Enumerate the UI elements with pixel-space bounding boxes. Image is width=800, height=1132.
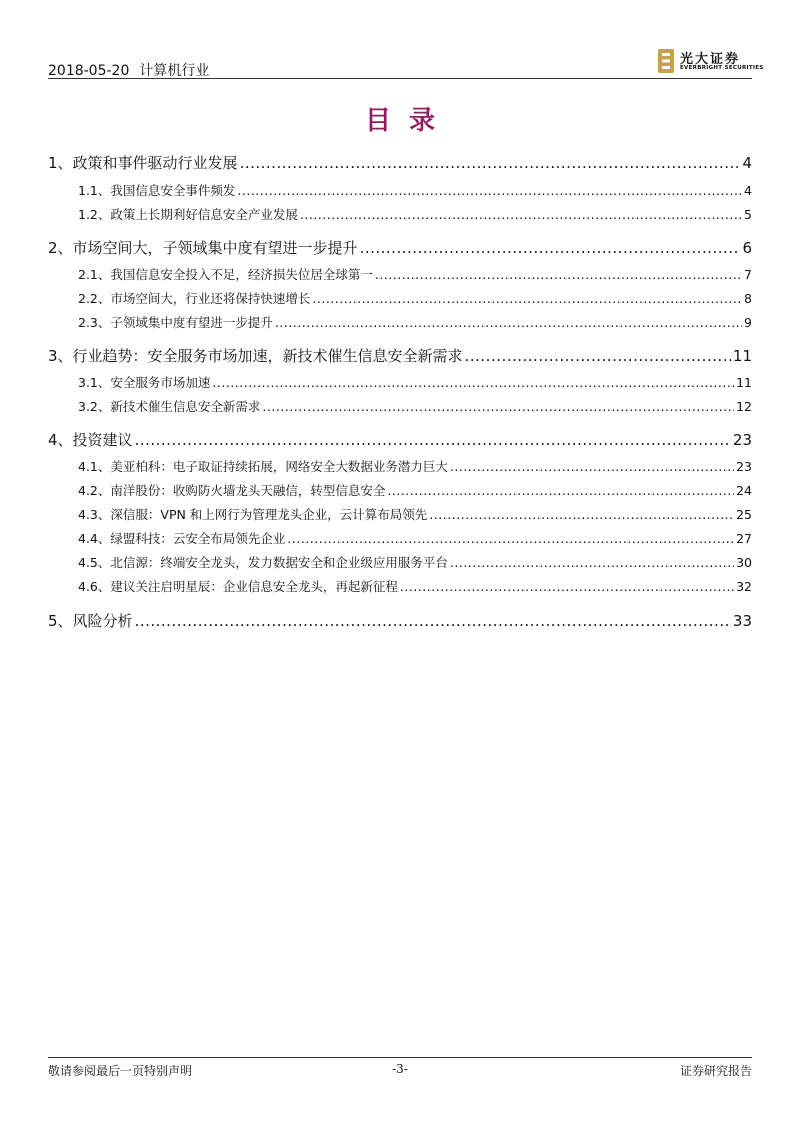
toc-entry[interactable] <box>48 181 752 199</box>
toc-leader <box>400 579 734 594</box>
toc-number: 3、 <box>48 347 73 365</box>
toc-entry-title: 安全服务市场加速 <box>110 375 211 390</box>
logo-text-en: EVERBRIGHT SECURITIES <box>680 65 764 71</box>
toc-entry[interactable] <box>48 205 752 223</box>
toc-page: 9 <box>744 315 752 330</box>
toc-page: 4 <box>744 183 752 198</box>
toc-title: 目录 <box>364 106 453 136</box>
report-date: 2018-05-20 <box>48 63 130 79</box>
toc-entry[interactable] <box>48 577 752 595</box>
toc-entry[interactable] <box>48 289 752 307</box>
toc-leader <box>240 154 741 172</box>
logo-text-cn: 光大证券 <box>680 52 741 67</box>
toc-entry[interactable] <box>48 397 752 415</box>
toc-entry-title: 风险分析 <box>72 612 133 630</box>
toc-leader <box>237 183 742 198</box>
toc-entry[interactable] <box>48 313 752 331</box>
toc-page: 6 <box>742 239 752 257</box>
toc-number: 2.3、 <box>78 315 111 330</box>
industry-label: 计算机行业 <box>139 63 210 79</box>
toc-leader <box>135 431 731 449</box>
toc-page: 5 <box>744 207 752 222</box>
toc-entry-title: 行业趋势：安全服务市场加速，新技术催生信息安全新需求 <box>72 347 463 365</box>
toc-entry-title: 绿盟科技：云安全布局领先企业 <box>110 531 286 546</box>
toc-entry[interactable] <box>48 457 752 475</box>
toc-leader <box>450 555 734 570</box>
toc-leader <box>275 315 742 330</box>
toc-entry-title: 北信源：终端安全龙头，发力数据安全和企业级应用服务平台 <box>110 555 448 570</box>
toc-entry-title: 美亚柏科：电子取证持续拓展，网络安全大数据业务潜力巨大 <box>110 459 448 474</box>
company-logo <box>658 46 764 76</box>
toc-number: 4.3、 <box>78 507 111 522</box>
header-info <box>48 60 209 80</box>
toc-entry-title: 建议关注启明星辰：企业信息安全龙头，再起新征程 <box>110 579 398 594</box>
report-type: 证券研究报告 <box>679 1064 752 1078</box>
toc-page: 25 <box>736 507 752 522</box>
toc-number: 4、 <box>48 431 73 449</box>
toc-leader <box>135 612 731 630</box>
toc-number: 1、 <box>48 154 73 172</box>
logo-mark-icon <box>658 49 674 73</box>
toc-entry[interactable] <box>48 345 752 367</box>
toc-entry-title: 市场空间大，子领域集中度有望进一步提升 <box>72 239 358 257</box>
toc-number: 3.2、 <box>78 399 111 414</box>
toc-entry[interactable] <box>48 429 752 451</box>
toc-page: 27 <box>736 531 752 546</box>
toc-entry-title: 新技术催生信息安全新需求 <box>110 399 261 414</box>
toc-page: 11 <box>732 347 752 365</box>
page-number: -3- <box>392 1062 408 1076</box>
toc-leader <box>212 375 734 390</box>
footer-divider <box>48 1057 752 1058</box>
toc-page: 7 <box>744 267 752 282</box>
toc-entry-title: 我国信息安全事件频发 <box>110 183 236 198</box>
toc-page: 12 <box>736 399 752 414</box>
toc-number: 4.2、 <box>78 483 111 498</box>
toc-number: 2、 <box>48 239 73 257</box>
toc-number: 4.6、 <box>78 579 111 594</box>
toc-number: 2.2、 <box>78 291 111 306</box>
toc-entry[interactable] <box>48 529 752 547</box>
toc-entry-title: 投资建议 <box>72 431 133 449</box>
header-divider <box>48 78 752 79</box>
toc-page: 30 <box>736 555 752 570</box>
toc-entry-title: 政策和事件驱动行业发展 <box>72 154 238 172</box>
toc-entry[interactable] <box>48 610 752 632</box>
toc-entry-title: 子领域集中度有望进一步提升 <box>110 315 273 330</box>
toc-entry-title: 我国信息安全投入不足，经济损失位居全球第一 <box>110 267 373 282</box>
toc-leader <box>360 239 741 257</box>
toc-leader <box>262 399 734 414</box>
toc-page: 8 <box>744 291 752 306</box>
toc-entry-title: 南洋股份：收购防火墙龙头天融信，转型信息安全 <box>110 483 386 498</box>
toc-entry-title: 政策上长期利好信息安全产业发展 <box>110 207 298 222</box>
toc-entry[interactable] <box>48 265 752 283</box>
toc-entry[interactable] <box>48 373 752 391</box>
toc-page: 23 <box>736 459 752 474</box>
toc-page: 23 <box>732 431 752 449</box>
toc-page: 32 <box>736 579 752 594</box>
toc-number: 4.1、 <box>78 459 111 474</box>
toc-page: 24 <box>736 483 752 498</box>
toc-leader <box>387 483 734 498</box>
toc-page: 4 <box>742 154 752 172</box>
toc-leader <box>450 459 734 474</box>
toc-entry-title: 市场空间大，行业还将保持快速增长 <box>110 291 311 306</box>
toc-number: 4.4、 <box>78 531 111 546</box>
toc-entry[interactable] <box>48 553 752 571</box>
toc-number: 3.1、 <box>78 375 111 390</box>
toc-number: 2.1、 <box>78 267 111 282</box>
page-footer <box>48 1062 752 1082</box>
page-header <box>48 0 764 80</box>
disclaimer-note: 敬请参阅最后一页特别声明 <box>48 1064 193 1078</box>
toc-entry[interactable] <box>48 481 752 499</box>
toc-entry[interactable] <box>48 152 752 174</box>
toc-entry[interactable] <box>48 505 752 523</box>
toc-leader <box>375 267 742 282</box>
toc-number: 4.5、 <box>78 555 111 570</box>
toc-page: 33 <box>732 612 752 630</box>
toc-leader <box>312 291 742 306</box>
toc-number: 5、 <box>48 612 73 630</box>
toc-number: 1.2、 <box>78 207 111 222</box>
toc-leader <box>287 531 734 546</box>
toc-entry-title: 深信服：VPN 和上网行为管理龙头企业，云计算布局领先 <box>110 507 428 522</box>
toc-number: 1.1、 <box>78 183 111 198</box>
toc-leader <box>465 347 731 365</box>
toc-leader <box>300 207 742 222</box>
toc-leader <box>429 507 734 522</box>
toc-entry[interactable] <box>48 237 752 259</box>
toc-page: 11 <box>736 375 752 390</box>
